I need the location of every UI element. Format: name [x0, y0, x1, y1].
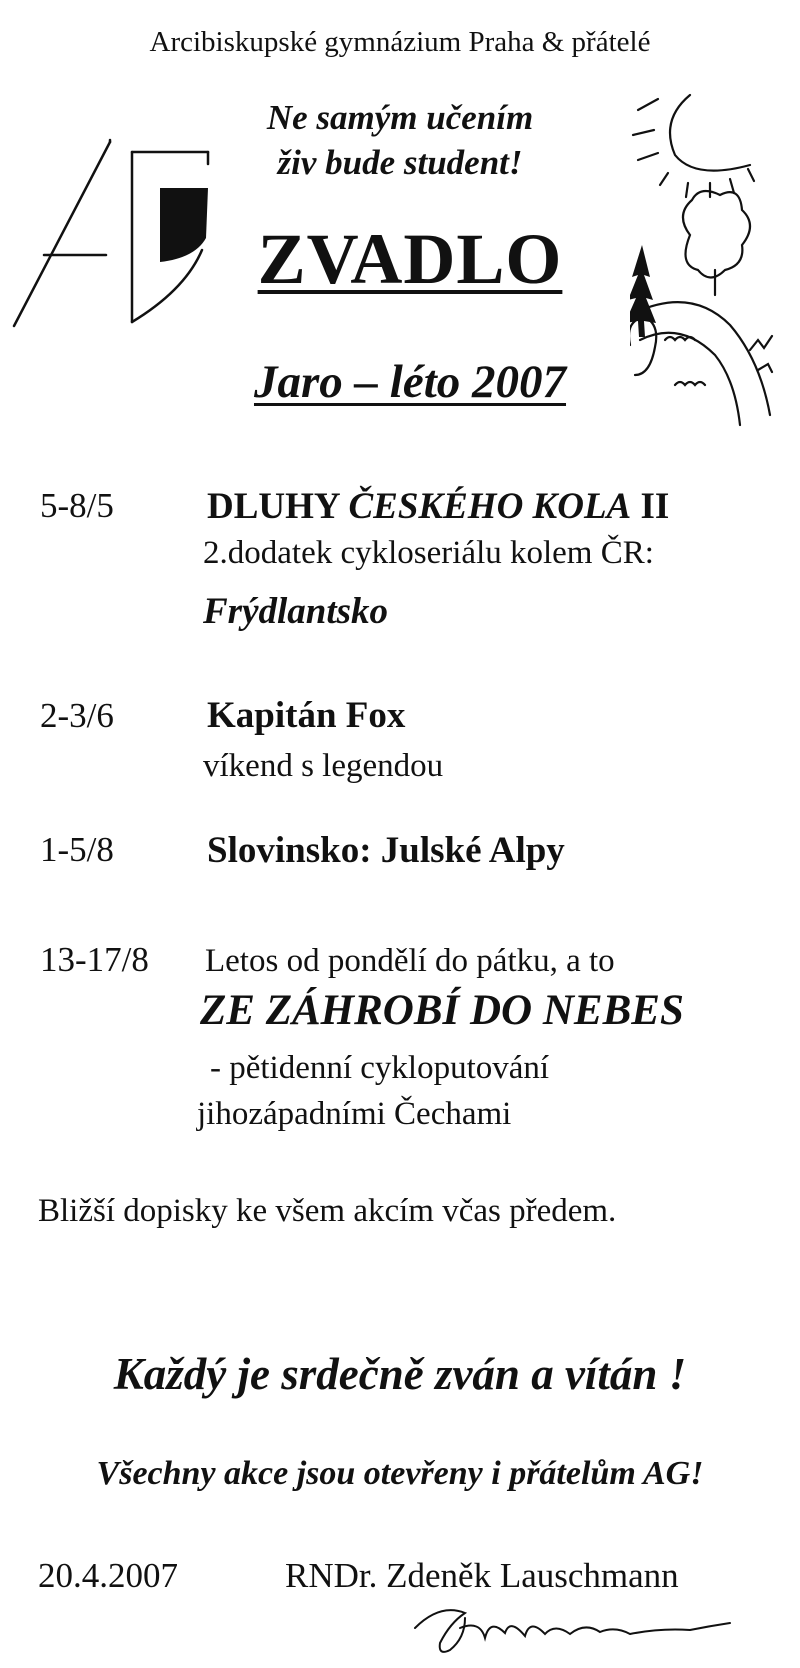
event-1-date: 5-8/5: [40, 486, 114, 525]
welcome-message: Každý je srdečně zván a vítán !: [113, 1349, 687, 1399]
event-4-description: - pětidenní cykloputování: [210, 1050, 550, 1086]
page-title: ZVADLO: [257, 219, 563, 299]
slogan-line-1: Ne samým učením: [266, 98, 534, 137]
event-1-title-part-2: ČESKÉHO KOLA: [348, 486, 632, 527]
ag-logo: [10, 130, 220, 330]
event-2-date: 2-3/6: [40, 696, 114, 735]
info-note: Bližší dopisky ke všem akcím včas předem.: [38, 1193, 617, 1229]
event-1-description: 2.dodatek cykloseriálu kolem ČR:: [203, 535, 654, 571]
sun-icon: [670, 95, 750, 171]
event-1-title-part-1: DLUHY: [207, 486, 349, 527]
event-2-description: víkend s legendou: [203, 748, 444, 784]
organization-heading: Arcibiskupské gymnázium Praha & přátelé: [149, 26, 651, 58]
event-4-intro: Letos od pondělí do pátku, a to: [205, 943, 615, 979]
slogan-line-2: živ bude student!: [277, 143, 523, 182]
footer-date: 20.4.2007: [38, 1556, 178, 1595]
season-heading: Jaro – léto 2007: [253, 356, 567, 408]
event-1-title-part-3: II: [631, 486, 670, 527]
event-4-region: jihozápadními Čechami: [197, 1096, 512, 1132]
tree-icon: [683, 191, 750, 278]
author-name: RNDr. Zdeněk Lauschmann: [285, 1556, 679, 1595]
signature: [410, 1598, 740, 1660]
event-2-title: Kapitán Fox: [207, 695, 406, 736]
event-4-title: ZE ZÁHROBÍ DO NEBES: [200, 987, 684, 1034]
event-1-region: Frýdlantsko: [203, 591, 389, 632]
open-to-friends-note: Všechny akce jsou otevřeny i přátelům AG!: [96, 1455, 704, 1492]
landscape-drawing: [630, 85, 795, 430]
event-4-date: 13-17/8: [40, 940, 149, 979]
event-3-title: Slovinsko: Julské Alpy: [207, 830, 565, 871]
event-3-date: 1-5/8: [40, 830, 114, 869]
event-1-title: [207, 485, 669, 528]
